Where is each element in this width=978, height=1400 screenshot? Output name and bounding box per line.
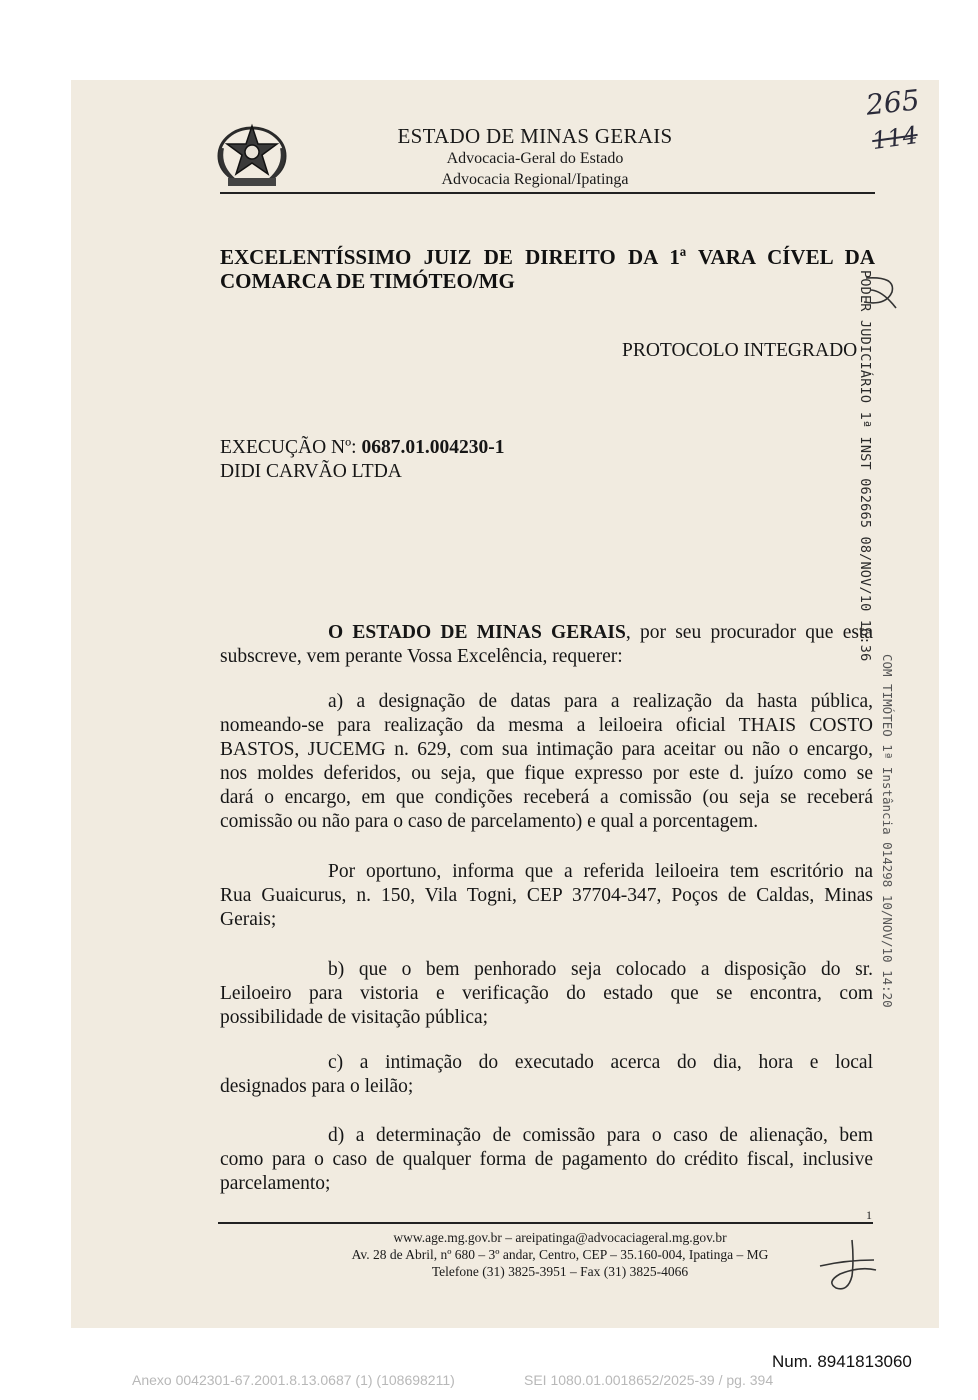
paragraph-line-1: Por oportuno, informa que a referida leiloeira tem escritório na (328, 861, 873, 882)
case-number (220, 436, 873, 460)
intro-line-1 (220, 621, 873, 645)
letterhead-agency: Advocacia-Geral do Estado (446, 150, 624, 167)
paragraph-line-2: Rua Guaicurus, n. 150, Vila Togni, CEP 37704-347, Poços de Caldas, Minas (220, 885, 873, 906)
intro-line-2: subscreve, vem perante Vossa Excelência, requerer: (220, 646, 623, 667)
handwritten-page-number: 265 (864, 83, 922, 122)
court-stamp-1: PODER JUDICIÁRIO 1ª INST 062665 08/NOV/10 16:36 (857, 270, 873, 662)
item-a-line-4: nos moldes deferidos, ou seja, que fique expresso por este d. juízo como se (220, 763, 873, 784)
addressee-line-2: COMARCA DE TIMÓTEO/MG (220, 269, 515, 293)
item-a-line-2: nomeando-se para realização da mesma a leiloeira oficial THAIS COSTO (220, 715, 873, 736)
intro-rest: , por seu procurador que esta (625, 622, 874, 643)
item-b-line-2: Leiloeiro para vistoria e verificação do estado que se encontra, com (220, 983, 873, 1004)
protocol-label: PROTOCOLO INTEGRADO (622, 340, 858, 361)
item-a-line-5: dará o encargo, em que condições receberá a comissão (ou seja se receberá (220, 787, 873, 808)
sei-reference: SEI 1080.01.0018652/2025-39 / pg. 394 (524, 1372, 774, 1388)
document-number: Num. 8941813060 (772, 1352, 912, 1371)
coat-of-arms-icon (214, 118, 290, 190)
footer-web: www.age.mg.gov.br – areipatinga@advocaciageral.mg.gov.br (393, 1230, 727, 1245)
item-d-line-2: como para o caso de qualquer forma de pagamento do crédito fiscal, inclusive (220, 1149, 873, 1170)
case-number-value: 0687.01.004230-1 (361, 437, 505, 458)
item-c-line-2: designados para o leilão; (220, 1076, 414, 1097)
item-a-line-1: a) a designação de datas para a realização da hasta pública, (328, 691, 873, 712)
court-stamp-2: COM TIMÓTEO 1ª Instância 014298 10/NOV/10 14:20 (880, 654, 895, 1008)
item-c-line-1: c) a intimação do executado acerca do dia, hora e local (328, 1052, 873, 1073)
item-b-line-3: possibilidade de visitação pública; (220, 1007, 489, 1028)
footer-rule (218, 1222, 873, 1224)
intro-bold: O ESTADO DE MINAS GERAIS (328, 622, 626, 643)
item-d-line-1: d) a determinação de comissão para o caso de alienação, bem (328, 1125, 873, 1146)
annex-reference: Anexo 0042301-67.2001.8.13.0687 (1) (108698211) (132, 1372, 455, 1388)
footer-address: Av. 28 de Abril, nº 680 – 3º andar, Centro, CEP – 35.160-004, Ipatinga – MG (351, 1247, 769, 1262)
case-number-label: EXECUÇÃO Nº: (220, 437, 362, 458)
letterhead-state: ESTADO DE MINAS GERAIS (397, 124, 673, 148)
item-a-line-6: comissão ou não para o caso de parcelamento) e qual a porcentagem. (220, 811, 759, 832)
handwritten-initials: 114 (870, 120, 920, 156)
letterhead-rule (220, 192, 875, 194)
item-d-line-3: parcelamento; (220, 1173, 331, 1194)
item-a-line-3: BASTOS, JUCEMG n. 629, com sua intimação para aceitar ou não o encargo, (220, 739, 873, 760)
addressee-line-1: EXCELENTÍSSIMO JUIZ DE DIREITO DA 1ª VARA CÍVEL DA (220, 245, 875, 269)
page-number: 1 (866, 1208, 872, 1222)
case-party: DIDI CARVÃO LTDA (220, 461, 402, 482)
letterhead-office: Advocacia Regional/Ipatinga (441, 171, 629, 188)
paragraph-line-3: Gerais; (220, 909, 277, 930)
item-b-line-1: b) que o bem penhorado seja colocado a disposição do sr. (328, 959, 873, 980)
handwritten-mark-icon (856, 272, 902, 312)
footer-phone: Telefone (31) 3825-3951 – Fax (31) 3825-4066 (431, 1264, 689, 1279)
